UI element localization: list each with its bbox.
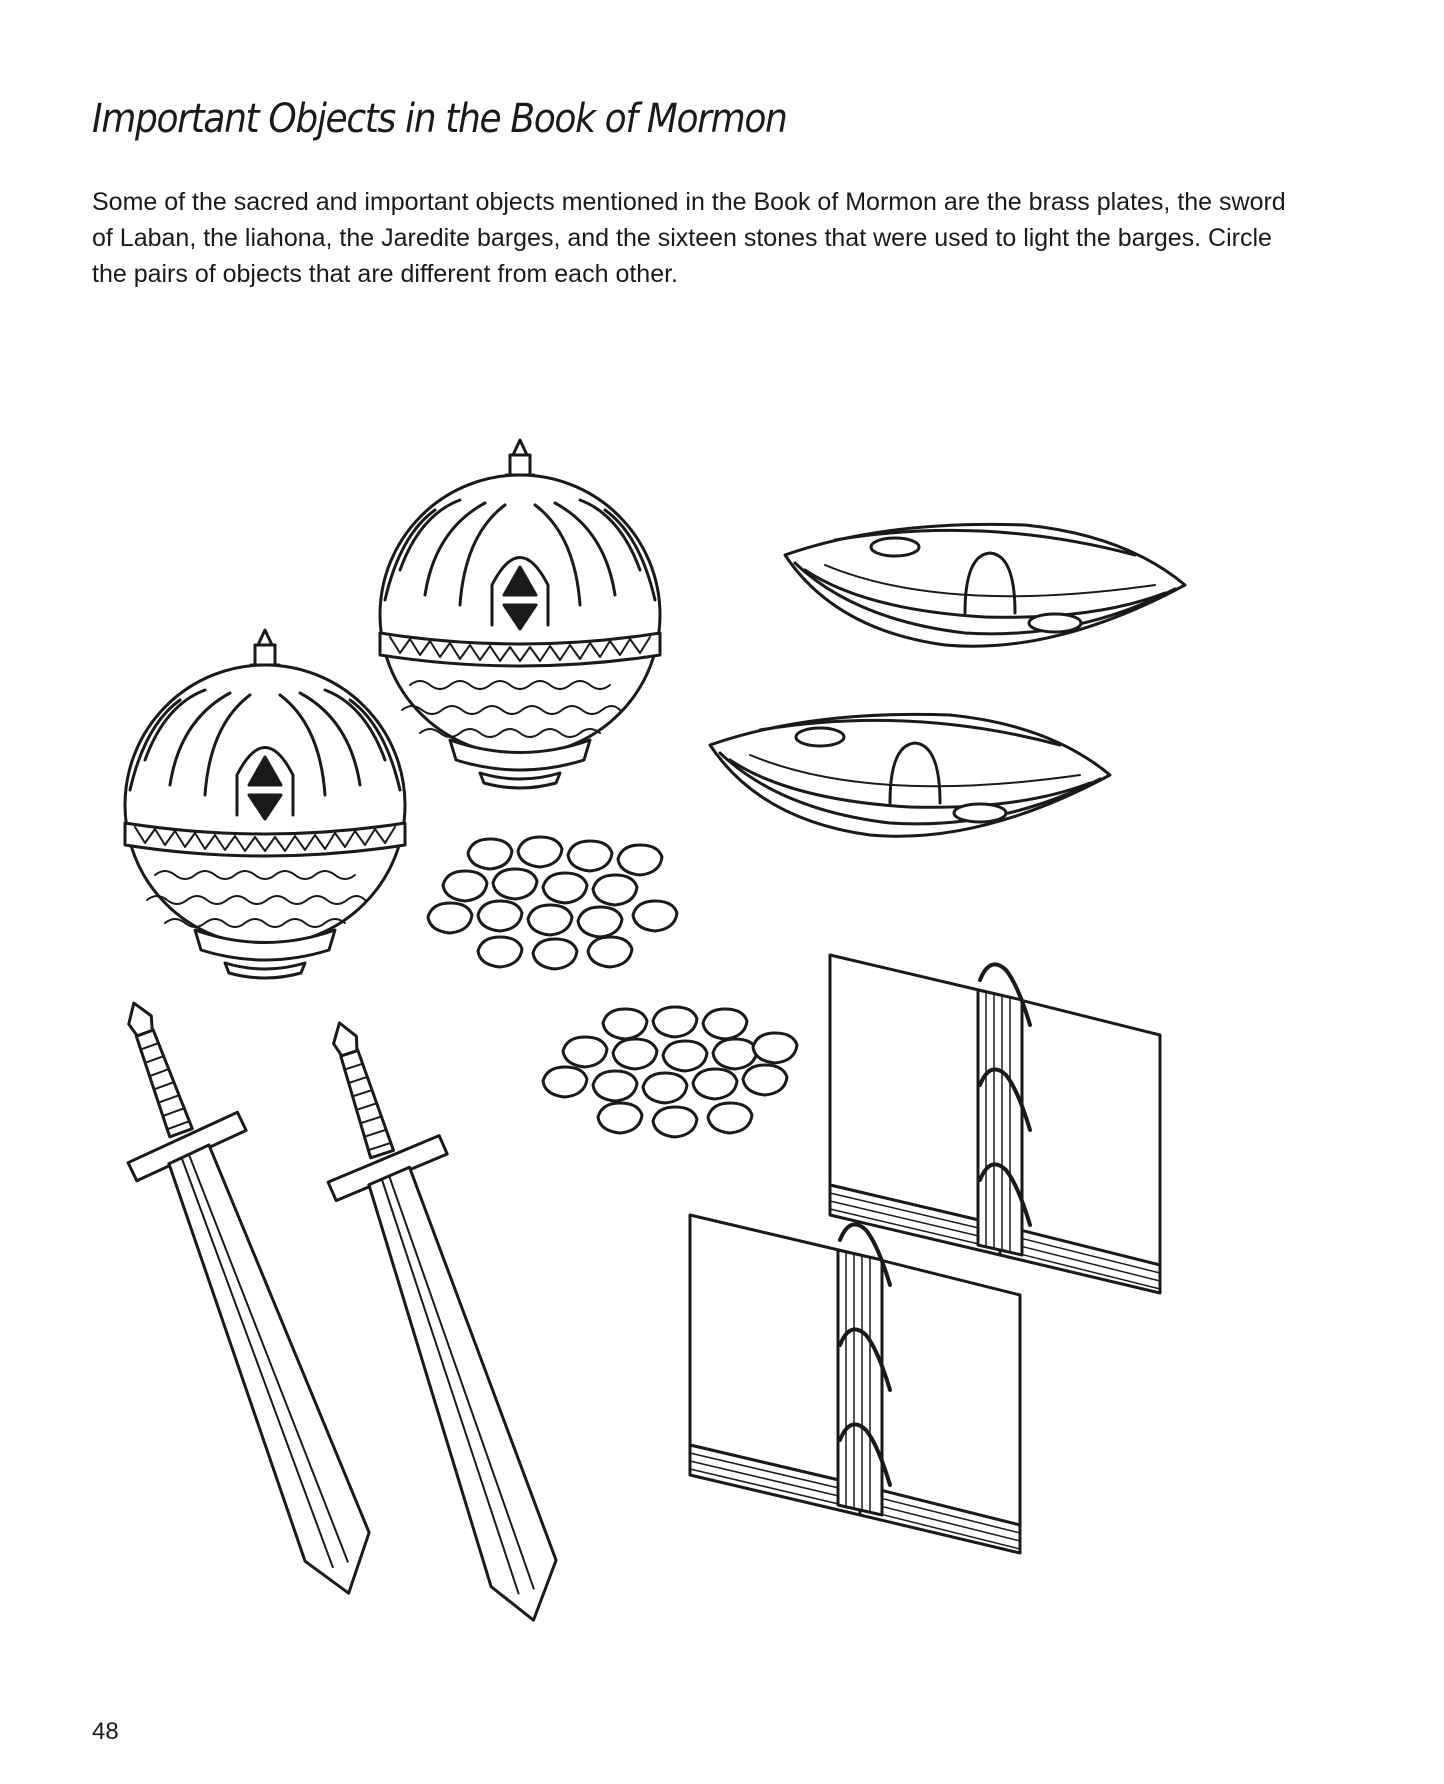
instructions-text: Some of the sacred and important objects mentioned in the Book of Mormon are the brass plates, the sword of Laban, the liahona, the Jaredite barges, and the sixteen stones that were used to light the barges. Circle the pairs of objects that are different from each other. [92,188,1286,288]
stones-bottom-illustration [543,1007,797,1137]
stones-top-illustration [428,837,677,969]
page-title: Important Objects in the Book of Mormon [92,96,787,142]
barge-top-illustration [785,524,1185,646]
plates-top-illustration [830,955,1160,1293]
plates-bottom-illustration [690,1215,1020,1553]
liahona-right-illustration [380,440,660,788]
liahona-left-illustration [125,630,405,978]
barge-bottom-illustration [710,714,1110,836]
page-number: 48 [92,1718,119,1745]
